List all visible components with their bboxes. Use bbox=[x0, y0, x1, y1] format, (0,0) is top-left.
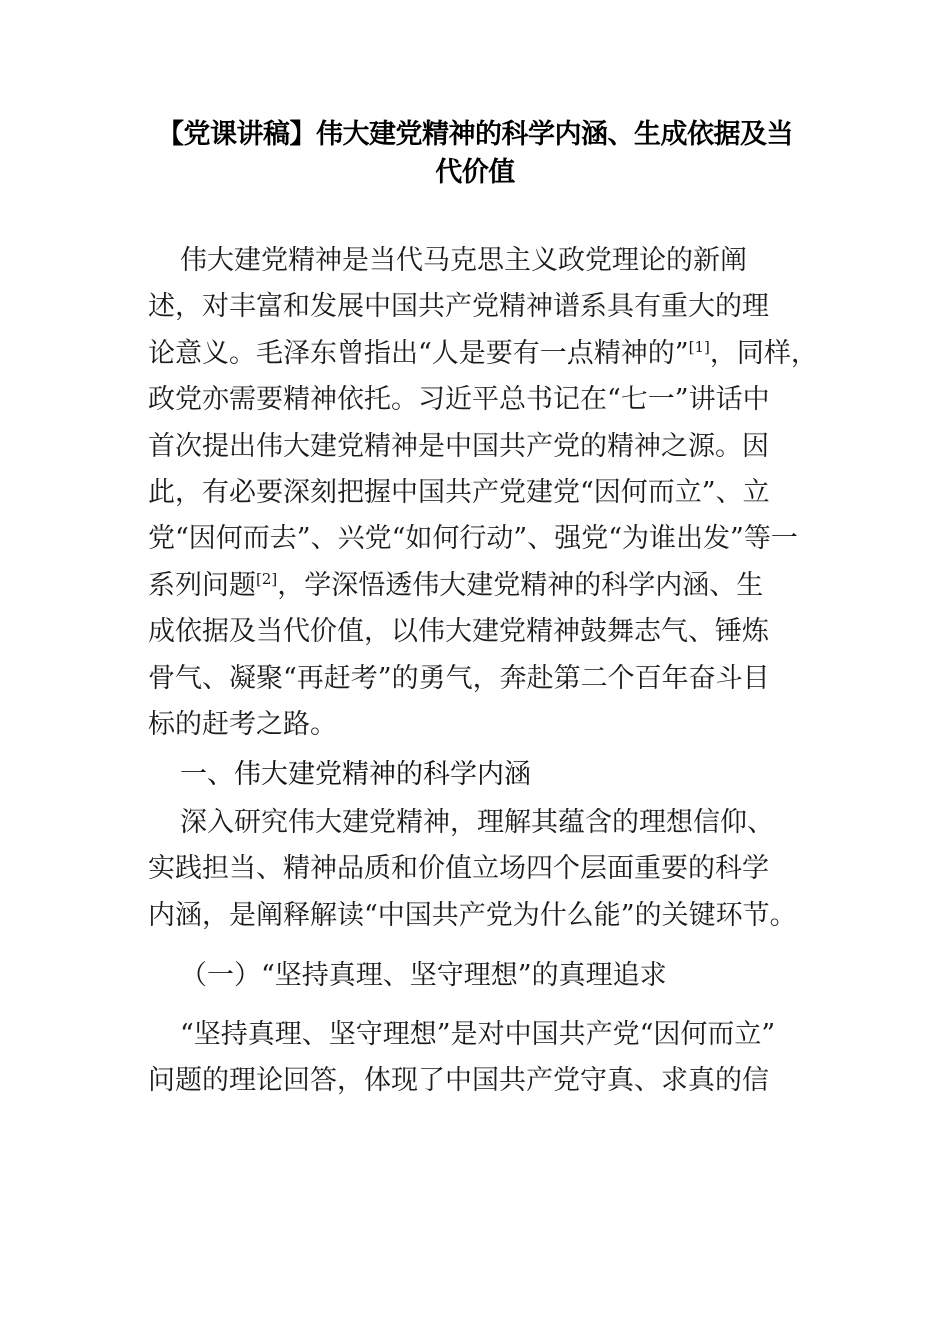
document-title bbox=[130, 116, 820, 192]
intro-line-8-tail: ，学深悟透伟大建党精神的科学内涵、生 bbox=[277, 569, 764, 601]
intro-line-5: 首次提出伟大建党精神是中国共产党的精神之源。因 bbox=[148, 430, 769, 462]
intro-line-6: 此，有必要深刻把握中国共产党建党“因何而立”、立 bbox=[148, 476, 770, 508]
title-line-2: 代价值 bbox=[435, 157, 515, 188]
subsection-1-line-2: 问题的理论回答，体现了中国共产党守真、求真的信 bbox=[148, 1065, 769, 1097]
intro-line-8 bbox=[148, 563, 828, 609]
footnote-ref-1[interactable]: [1] bbox=[688, 337, 710, 356]
section-1-heading: 一、伟大建党精神的科学内涵 bbox=[180, 759, 531, 790]
intro-line-3-text: 论意义。毛泽东曾指出“人是要有一点精神的” bbox=[148, 337, 689, 369]
intro-line-1: 伟大建党精神是当代马克思主义政党理论的新阐 bbox=[180, 245, 747, 276]
section-1-line-1: 深入研究伟大建党精神，理解其蕴含的理想信仰、 bbox=[180, 807, 774, 838]
section-1-line-2: 实践担当、精神品质和价值立场四个层面重要的科学 bbox=[148, 853, 769, 885]
intro-line-10: 骨气、凝聚“再赶考”的勇气，奔赴第二个百年奋斗目 bbox=[148, 662, 770, 694]
intro-line-3-tail: ，同样， bbox=[709, 337, 818, 369]
subsection-1-paragraph bbox=[148, 1012, 828, 1105]
footnote-ref-2[interactable]: [2] bbox=[256, 569, 278, 588]
section-1-line-3: 内涵，是阐释解读“中国共产党为什么能”的关键环节。 bbox=[148, 899, 797, 931]
intro-line-11: 标的赶考之路。 bbox=[148, 708, 337, 740]
title-line-1: 【党课讲稿】伟大建党精神的科学内涵、生成依据及当 bbox=[157, 119, 793, 150]
section-1-paragraph bbox=[148, 800, 828, 939]
intro-line-3 bbox=[148, 331, 828, 377]
intro-line-4: 政党亦需要精神依托。习近平总书记在“七一”讲话中 bbox=[148, 384, 770, 416]
intro-line-9: 成依据及当代价值，以伟大建党精神鼓舞志气、锤炼 bbox=[148, 616, 769, 648]
intro-line-7: 党“因何而去”、兴党“如何行动”、强党“为谁出发”等一 bbox=[148, 523, 798, 555]
intro-line-2: 述，对丰富和发展中国共产党精神谱系具有重大的理 bbox=[148, 291, 769, 323]
intro-paragraph bbox=[148, 238, 828, 748]
intro-line-8-text: 系列问题 bbox=[148, 569, 256, 601]
subsection-1-heading: （一）“坚持真理、坚守理想”的真理追求 bbox=[180, 960, 667, 991]
subsection-1-line-1: “坚持真理、坚守理想”是对中国共产党“因何而立” bbox=[180, 1019, 776, 1050]
